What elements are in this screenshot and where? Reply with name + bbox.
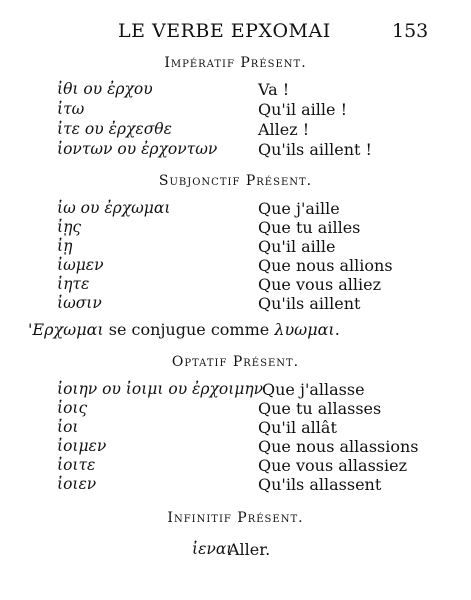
french-translation: Que j'aille [258,199,340,218]
greek-form: ἰτω [57,100,85,118]
french-translation: Aller. [228,540,271,559]
greek-form: ἰοιτε [57,456,96,474]
greek-form: ἰτε ου ἐρχεσθε [57,120,172,138]
greek-form: ἰῃς [57,218,82,236]
conjugation-note [28,320,340,339]
greek-form: ἰοις [57,399,88,417]
french-translation: Qu'il aille ! [258,100,348,119]
greek-form: ἰωσιν [57,294,102,312]
french-translation: Que vous allassiez [258,456,407,475]
french-translation: Que vous alliez [258,275,382,294]
french-translation: Qu'ils aillent [258,294,361,313]
french-translation: Que tu ailles [258,218,361,237]
greek-form: ἰῃ [57,237,73,255]
french-translation: Va ! [258,80,290,99]
page-number: 153 [392,20,429,42]
imperative-row [0,120,471,142]
note-text: se conjugue comme [103,320,275,339]
greek-form: ἰοιεν [57,475,97,493]
french-translation: Allez ! [258,120,310,139]
greek-form: ἰθι ου ἐρχου [57,80,153,98]
optative-heading: Optatif Présent. [171,354,300,370]
imperative-row [0,100,471,122]
french-translation: Que nous allions [258,256,393,275]
french-translation: Qu'ils aillent ! [258,140,372,159]
french-translation: Que tu allasses [258,399,382,418]
greek-form: ἰητε [57,275,90,293]
greek-form: ἰοιην ου ἰοιμι ου ἐρχοιμην [57,380,264,398]
running-title: LE VERBE ΕΡΧΟΜΑΙ [118,20,331,42]
greek-form: ἰωμεν [57,256,104,274]
infinitive-heading: Infinitif Présent. [167,510,304,526]
optative-row [0,475,471,497]
greek-form: ἰεναι [192,540,233,558]
french-translation: Qu'ils allassent [258,475,382,494]
imperative-heading: Impératif Présent. [164,55,307,71]
note-greek-model: λυωμαι [274,320,335,339]
running-head [0,20,471,46]
note-end: . [334,320,340,339]
greek-form: ἰοιμεν [57,437,107,455]
french-translation: Que j'allasse [262,380,365,399]
french-translation: Qu'il aille [258,237,336,256]
infinitive-row [0,540,471,562]
imperative-row [0,140,471,162]
french-translation: Que nous allassions [258,437,419,456]
imperative-row [0,80,471,102]
greek-form: ἰοι [57,418,79,436]
greek-form: ἰω ου ἐρχωμαι [57,199,171,217]
subjunctive-row [0,294,471,316]
note-greek-verb: 'Ερχωμαι [28,320,104,339]
greek-form: ἰοντων ου ἐρχοντων [57,140,218,158]
french-translation: Qu'il allât [258,418,337,437]
subjunctive-heading: Subjonctif Présent. [158,173,313,189]
